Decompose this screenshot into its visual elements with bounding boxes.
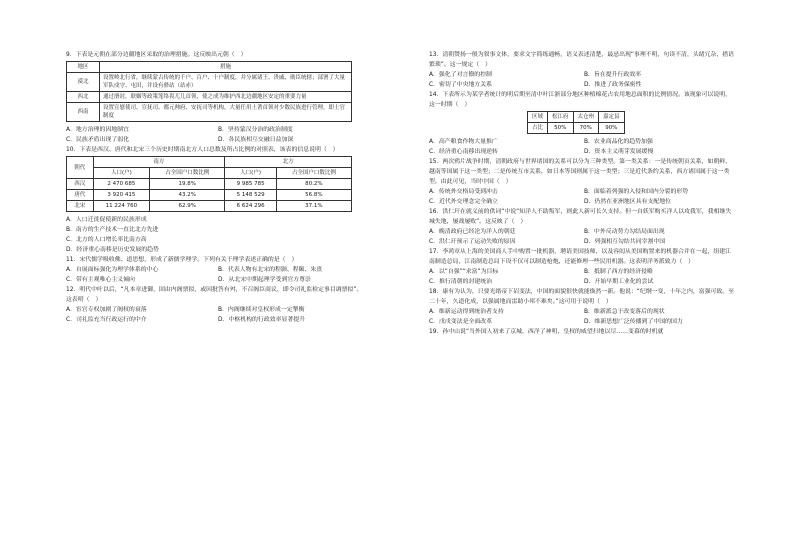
question-18: [429, 287, 735, 327]
cotton-ratio-table: [527, 111, 625, 134]
option-a: A．晚清政府已经沦为洋人的朝廷: [429, 229, 516, 235]
option-c: C．北方的人口增长率比南方高: [66, 237, 147, 243]
table-row: [528, 112, 625, 123]
option-d: D．中枢机构的行政效率显著提升: [218, 317, 306, 323]
measures-table: [66, 61, 352, 122]
table-header: 南方: [93, 157, 225, 168]
table-cell: 通过册封，联姻等政策笼络畏兀儿首领，使之成为维护西北边疆地区安定的重要力量: [100, 92, 352, 103]
table-cell: 43.2%: [150, 190, 225, 201]
option-c: C．民族矛盾出现了弱化: [66, 137, 130, 143]
option-b: B．抵制了西方的经济侵略: [584, 269, 653, 275]
table-cell: 37.1%: [276, 201, 351, 212]
table-cell: 56.8%: [276, 190, 351, 201]
table-cell: 西南: [67, 103, 100, 122]
table-cell: 3 920 415: [93, 190, 150, 201]
table-cell: 北宋: [67, 201, 94, 212]
question-9: [66, 50, 366, 145]
option-d: D．推进了政务保密性: [584, 82, 642, 88]
question-19: [429, 327, 735, 337]
option-c: C．近代外交理念完全确立: [429, 199, 498, 205]
option-b: B．中外反动势力勾结局面出现: [584, 229, 665, 235]
answer-options: [66, 125, 366, 145]
table-cell: 漠北: [67, 73, 100, 92]
table-cell: 70%: [573, 123, 599, 134]
answer-options: [429, 187, 735, 207]
option-a: A．高产粮食作物大量推广: [429, 139, 498, 145]
table-cell: 2 470 685: [93, 179, 150, 190]
option-c: C．洪仁玕预示了运动失败的原因: [429, 239, 516, 245]
table-cell: 设置岭北行省，继续蒙古传统的千户、百户、十户制度，并分属诸王、贵戚、勋臣统辖；部署了大量军队戍守、屯田，并设有驿站（站赤）: [100, 73, 352, 92]
table-cell: 5 148 529: [225, 190, 277, 201]
question-stem: 11．宋代儒学吸收佛、道思想，形成了新儒学理学。下列有关于理学表述正确的是（ ）: [66, 257, 298, 263]
answer-options: [429, 70, 735, 90]
option-b: B．面临着列强的入侵和国内分裂的形势: [584, 189, 689, 195]
question-12: [66, 285, 366, 325]
table-subheader: 人口(户): [225, 168, 277, 179]
table-header: 措施: [100, 62, 352, 73]
question-stem: 9．下表是元朝在部分边疆地区采取的治理措施。这反映出元朝（ ）: [66, 52, 247, 58]
option-b: B．坚持蒙汉分治的政治制度: [218, 127, 293, 133]
table-row: [67, 190, 352, 201]
right-column: [429, 50, 735, 337]
option-a: A．宦官专权加剧了阁权的衰落: [66, 307, 147, 313]
table-cell: 62.9%: [150, 201, 225, 212]
table-subheader: 占全国户口数比例: [276, 168, 351, 179]
question-stem: 10．下表是西汉、唐代和北宋三个历史时期南北方人口总数及所占比例的对照表，该表的信息说明（ ）: [66, 147, 339, 153]
table-row: [67, 103, 352, 122]
answer-options: [66, 265, 366, 285]
table-cell: 80.2%: [276, 179, 351, 190]
option-d: D．从北宋中期起理学受到官方尊崇: [218, 277, 311, 283]
table-cell: 90%: [599, 123, 625, 134]
option-a: A．维新运动得到统治者支持: [429, 309, 504, 315]
question-stem: 13．清朝赞扬一般为叙事文体，要求文字简练通畅，语义表述清楚，最忌出现“事理不明，句读不清，头绪冗杂，措语繁琐”。这一规定（ ）: [429, 52, 735, 68]
option-a: A．地方治理的因地制宜: [66, 127, 129, 133]
table-row: [67, 201, 352, 212]
option-b: B．农业商品化的趋势加强: [584, 139, 653, 145]
table-cell: 19.8%: [150, 179, 225, 190]
left-column: [66, 50, 366, 325]
table-cell: 西汉: [67, 179, 94, 190]
table-cell: 设置宣慰使司、宣抚司、都元帅府、安抚司等机构，大量任用土著首领对少数民族进行管理，即土官制度: [100, 103, 352, 122]
table-cell: 西北: [67, 92, 100, 103]
question-11: [66, 255, 366, 285]
option-a: A．人口迁徙促使新的民族形成: [66, 217, 147, 223]
answer-options: [429, 137, 735, 157]
question-17: [429, 247, 735, 287]
question-stem: 16．洪仁玕在就义前的供词“中说“知洋人不助叛军，则此人新可长久支持。但一自妖军购买洋人以攻我军，我相继失城失地，屡战屡败”。这反映了（ ）: [429, 209, 732, 225]
option-c: C．经济重心南移出现逆转: [429, 149, 498, 155]
question-10: [66, 145, 366, 255]
table-cell: 唐代: [67, 190, 94, 201]
table-cell: 50%: [548, 123, 574, 134]
option-b: B．内阁继续对皇权形成一定掣衡: [218, 307, 305, 313]
table-cell: 占比: [528, 123, 548, 134]
answer-options: [429, 307, 735, 327]
table-cell: 9 985 785: [225, 179, 277, 190]
option-c: C．密切了中央地方关系: [429, 82, 493, 88]
answer-options: [66, 305, 366, 325]
table-header: 地区: [67, 62, 100, 73]
answer-options: [429, 227, 735, 247]
option-b: B．维新派急于改变落后的现状: [584, 309, 665, 315]
table-header: 朝代: [67, 157, 94, 179]
option-d: D．各民族相互交融日益加深: [218, 137, 294, 143]
table-cell: 6 624 296: [225, 201, 277, 212]
option-a: A．自展面标强化为理学体系的中心: [66, 267, 159, 273]
question-16: [429, 207, 735, 247]
question-stem: 15．两次鸦片战争时期，清朝政府与世界诸国的关系可以分为三种类型。第一类关系：一是传统朝贡关系，如朝鲜、越南等国属于这一类型；二是传统互市关系，如日本等国则属于这一类型；三是近代条约关系，西方诸国属于这一类型。由此可见，当时中国（ ）: [429, 159, 732, 185]
option-d: D．开始早期工业化的尝试: [584, 279, 654, 285]
option-c: C．带有主观唯心主义倾向: [66, 277, 135, 283]
table-row: [67, 92, 352, 103]
question-stem: 19．孙中山说“当外国人初来了京城，西洋了神明，皇权的威望扫地以尽……变幕的时机就: [429, 329, 664, 335]
answer-options: [66, 215, 366, 255]
table-cell: 11 224 760: [93, 201, 150, 212]
option-a: A．以“自强”“求富”为目标: [429, 269, 499, 275]
option-c: C．司礼监充当行政运行的中介: [66, 317, 147, 323]
question-stem: 12．明代中叶以后，“凡本章进御，固由内阁票拟，或因批答有舛，不召阁臣商议，即令司礼监检定事目调票拟”。这表明（ ）: [66, 287, 363, 303]
table-cell: 嘉定县: [599, 112, 625, 123]
option-a: A．强化了对言僚的控制: [429, 72, 492, 78]
question-15: [429, 157, 735, 207]
answer-options: [429, 267, 735, 287]
table-subheader: 人口(户): [93, 168, 150, 179]
question-13: [429, 50, 735, 90]
option-c: C．推行清朝的封建统治: [429, 279, 493, 285]
question-stem: 17．李鸿章从上海的美国商人手中购置一批机器，聘请美国技师，以及容闳从美国购置来的机器合并在一起，组建江南制造总局，江南制造总局下设不仅可以制造枪炮，还能修理一些民用机器。这表明洋务派致力（ ）: [429, 249, 732, 265]
table-subheader: 占全国户口数比例: [150, 168, 225, 179]
population-table: [66, 156, 352, 212]
option-b: B．代表人物有北宋的程颢、程颐、朱熹: [218, 267, 323, 273]
question-14: [429, 90, 735, 157]
table-cell: 太仓州: [573, 112, 599, 123]
option-d: D．经济重心南移是历史发展的趋势: [66, 247, 159, 253]
option-a: A．传统外交格局受到冲击: [429, 189, 498, 195]
option-b: B．旨在提升行政效率: [584, 72, 642, 78]
table-row: [528, 123, 625, 134]
question-stem: 18．康有为认为，只要光绪帝下诏变法，中国的面貌很快就能焕然一新。他说：“纪纲一变，十年之内，富强可致。至二十年，久道化成，以强属地而雷助小邦不难矣。”这可用于说明（ ）: [429, 289, 735, 305]
table-cell: 松江府: [548, 112, 574, 123]
table-row: [67, 179, 352, 190]
option-b: B．南方的生产技术一直比北方先进: [66, 227, 159, 233]
table-header: 北方: [225, 157, 352, 168]
table-cell: 区域: [528, 112, 548, 123]
option-d: D．资本主义萌芽发展缓慢: [584, 149, 654, 155]
option-d: D．列强相互勾结共同宰割中国: [584, 239, 666, 245]
question-stem: 14．下表所示为某学者统计的明后期至清中叶江浙部分地区种植棉花占农用地总面积的比例情况。该现象可以说明，这一时期（ ）: [429, 92, 732, 108]
option-c: C．戊戌变法是全面改革: [429, 319, 493, 325]
option-d: D．维新思想广泛传播到了中国的国力: [584, 319, 683, 325]
table-row: [67, 73, 352, 92]
option-d: D．仍然在亚洲地区具有支配地位: [584, 199, 672, 205]
